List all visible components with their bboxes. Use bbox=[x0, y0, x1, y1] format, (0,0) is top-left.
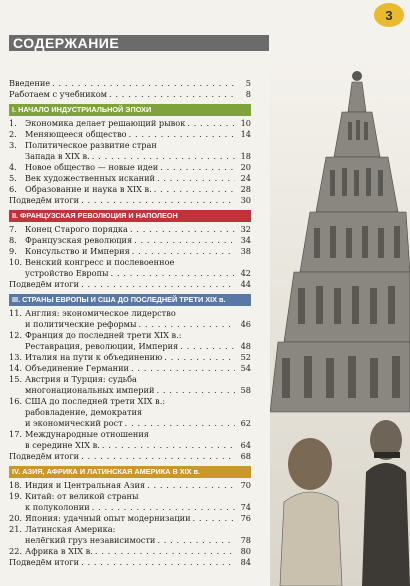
entry-number: 20. bbox=[9, 513, 23, 523]
entry-title: Австрия и Турция: судьба bbox=[25, 374, 137, 384]
leader-dots bbox=[81, 279, 235, 290]
toc-entry bbox=[9, 385, 251, 396]
toc-entry bbox=[9, 224, 251, 235]
entry-page: 46 bbox=[240, 319, 251, 329]
entry-page: 68 bbox=[240, 451, 251, 461]
entry-title: Подведём итоги bbox=[9, 557, 80, 567]
entry-title: Англия: экономическое лидерство bbox=[25, 308, 176, 318]
entry-page: 18 bbox=[240, 151, 251, 161]
entry-title: Консульство и Империя bbox=[25, 246, 130, 256]
toc-entry-line bbox=[9, 396, 251, 407]
entry-page: 42 bbox=[240, 268, 251, 278]
entry-page: 52 bbox=[240, 352, 251, 362]
toc-intro-item bbox=[9, 78, 251, 89]
entry-title: Индия и Центральная Азия bbox=[25, 480, 146, 490]
entry-number: 15. bbox=[9, 374, 23, 384]
page-title: СОДЕРЖАНИЕ bbox=[9, 35, 269, 51]
entry-page: 58 bbox=[240, 385, 251, 395]
entry-title: Новое общество — новые идеи bbox=[25, 162, 159, 172]
entry-title: Венский конгресс и послевоенное bbox=[25, 257, 175, 267]
entry-page: 32 bbox=[240, 224, 251, 234]
entry-title: Работаем с учебником bbox=[9, 89, 107, 99]
entry-number: 14. bbox=[9, 363, 23, 373]
section-header: I. НАЧАЛО ИНДУСТРИАЛЬНОЙ ЭПОХИ bbox=[9, 104, 251, 116]
entry-number: 18. bbox=[9, 480, 23, 490]
entry-page: 14 bbox=[240, 129, 251, 139]
leader-dots bbox=[52, 78, 235, 89]
entry-number: 12. bbox=[9, 330, 23, 340]
toc-entry-line bbox=[9, 429, 251, 440]
section-header: III. СТРАНЫ ЕВРОПЫ И США ДО ПОСЛЕДНЕЙ ТРЕТИ XIX в. bbox=[9, 294, 251, 306]
entry-page: 28 bbox=[240, 184, 251, 194]
leader-dots bbox=[147, 480, 235, 491]
entry-title: и политические реформы bbox=[25, 319, 137, 329]
section-summary bbox=[9, 557, 251, 568]
section-summary bbox=[9, 451, 251, 462]
entry-number: 1. bbox=[9, 118, 17, 128]
leader-dots bbox=[111, 268, 235, 279]
entry-title: Реставрация, революции, Империя bbox=[25, 341, 179, 351]
entry-page: 74 bbox=[240, 502, 251, 512]
entry-title: Образование и наука в XIX в. bbox=[25, 184, 152, 194]
entry-title: Китай: от великой страны bbox=[25, 491, 139, 501]
toc-entry-line bbox=[9, 524, 251, 535]
entry-number: 16. bbox=[9, 396, 23, 406]
leader-dots bbox=[125, 418, 235, 429]
entry-number: 7. bbox=[9, 224, 17, 234]
entry-page: 10 bbox=[240, 118, 251, 128]
toc-entry-line bbox=[9, 140, 251, 151]
leader-dots bbox=[134, 235, 235, 246]
toc-entry bbox=[9, 319, 251, 330]
leader-dots bbox=[139, 319, 235, 330]
entry-title: Введение bbox=[9, 78, 51, 88]
entry-number: 2. bbox=[9, 129, 17, 139]
leader-dots bbox=[92, 151, 235, 162]
toc-entry bbox=[9, 151, 251, 162]
toc-entry bbox=[9, 162, 251, 173]
leader-dots bbox=[164, 352, 235, 363]
entry-title: к полуколонии bbox=[25, 502, 90, 512]
leader-dots bbox=[81, 557, 235, 568]
toc-entry bbox=[9, 184, 251, 195]
entry-page: 48 bbox=[240, 341, 251, 351]
toc-entry-line bbox=[9, 491, 251, 502]
entry-number: 13. bbox=[9, 352, 23, 362]
entry-title: Подведём итоги bbox=[9, 451, 80, 461]
leader-dots bbox=[157, 535, 235, 546]
entry-title: Меняющееся общество bbox=[25, 129, 127, 139]
entry-number: 21. bbox=[9, 524, 23, 534]
entry-title: Политическое развитие стран bbox=[25, 140, 157, 150]
table-of-contents bbox=[9, 78, 251, 568]
entry-page: 76 bbox=[240, 513, 251, 523]
section-summary bbox=[9, 279, 251, 290]
toc-entry bbox=[9, 246, 251, 257]
entry-page: 62 bbox=[240, 418, 251, 428]
entry-number: 3. bbox=[9, 140, 17, 150]
entry-page: 70 bbox=[240, 480, 251, 490]
entry-page: 5 bbox=[245, 78, 251, 88]
leader-dots bbox=[154, 184, 235, 195]
entry-number: 17. bbox=[9, 429, 23, 439]
entry-title: Франция до последней трети XIX в.: bbox=[25, 330, 182, 340]
entry-page: 20 bbox=[240, 162, 251, 172]
entry-number: 4. bbox=[9, 162, 17, 172]
entry-page: 8 bbox=[245, 89, 251, 99]
section-summary bbox=[9, 195, 251, 206]
leader-dots bbox=[102, 440, 235, 451]
entry-title: рабовладение, демократия bbox=[25, 407, 143, 417]
page-number-badge: 3 bbox=[374, 3, 404, 27]
toc-entry bbox=[9, 513, 251, 524]
toc-entry bbox=[9, 535, 251, 546]
entry-number: 9. bbox=[9, 246, 17, 256]
leader-dots bbox=[92, 502, 235, 513]
entry-title: Италия на пути к объединению bbox=[25, 352, 163, 362]
leader-dots bbox=[109, 89, 235, 100]
entry-number: 22. bbox=[9, 546, 23, 556]
section-header: IV. АЗИЯ, АФРИКА И ЛАТИНСКАЯ АМЕРИКА В XIX в. bbox=[9, 466, 251, 478]
toc-entry bbox=[9, 546, 251, 557]
entry-number: 10. bbox=[9, 257, 23, 267]
leader-dots bbox=[132, 246, 235, 257]
leader-dots bbox=[95, 546, 235, 557]
entry-number: 11. bbox=[9, 308, 23, 318]
leader-dots bbox=[81, 451, 235, 462]
entry-page: 34 bbox=[240, 235, 251, 245]
toc-entry bbox=[9, 129, 251, 140]
toc-entry-line bbox=[9, 257, 251, 268]
toc-intro-item bbox=[9, 89, 251, 100]
entry-page: 84 bbox=[240, 557, 251, 567]
leader-dots bbox=[130, 224, 235, 235]
leader-dots bbox=[160, 162, 235, 173]
illustration-social-pyramid bbox=[270, 52, 410, 586]
entry-title: и экономический рост bbox=[25, 418, 123, 428]
entry-title: Африка в XIX в. bbox=[25, 546, 93, 556]
entry-page: 24 bbox=[240, 173, 251, 183]
entry-page: 64 bbox=[240, 440, 251, 450]
toc-entry bbox=[9, 341, 251, 352]
leader-dots bbox=[131, 363, 235, 374]
leader-dots bbox=[180, 341, 235, 352]
entry-title: Экономика делает решающий рывок bbox=[25, 118, 186, 128]
entry-title: Объединение Германии bbox=[25, 363, 129, 373]
entry-number: 8. bbox=[9, 235, 17, 245]
toc-entry bbox=[9, 118, 251, 129]
leader-dots bbox=[193, 513, 235, 524]
entry-title: Международные отношения bbox=[25, 429, 149, 439]
entry-title: Запада в XIX в. bbox=[25, 151, 90, 161]
entry-title: Латинская Америка: bbox=[25, 524, 116, 534]
toc-entry bbox=[9, 440, 251, 451]
toc-entry bbox=[9, 352, 251, 363]
leader-dots bbox=[157, 173, 235, 184]
entry-title: Французская революция bbox=[25, 235, 133, 245]
entry-title: Подведём итоги bbox=[9, 195, 80, 205]
toc-entry-line bbox=[9, 330, 251, 341]
toc-entry-line bbox=[9, 374, 251, 385]
entry-title: Век художественных исканий bbox=[25, 173, 155, 183]
leader-dots bbox=[187, 118, 235, 129]
entry-title: Япония: удачный опыт модернизации bbox=[25, 513, 191, 523]
toc-entry bbox=[9, 235, 251, 246]
entry-page: 30 bbox=[240, 195, 251, 205]
toc-entry bbox=[9, 173, 251, 184]
toc-entry bbox=[9, 418, 251, 429]
leader-dots bbox=[129, 129, 235, 140]
entry-number: 19. bbox=[9, 491, 23, 501]
toc-entry bbox=[9, 480, 251, 491]
leader-dots bbox=[156, 385, 235, 396]
section-header: II. ФРАНЦУЗСКАЯ РЕВОЛЮЦИЯ И НАПОЛЕОН bbox=[9, 210, 251, 222]
entry-page: 54 bbox=[240, 363, 251, 373]
entry-page: 44 bbox=[240, 279, 251, 289]
entry-page: 78 bbox=[240, 535, 251, 545]
toc-entry bbox=[9, 363, 251, 374]
entry-title: в середине XIX в. bbox=[25, 440, 100, 450]
entry-title: США до последней трети XIX в.: bbox=[25, 396, 166, 406]
entry-title: устройство Европы bbox=[25, 268, 109, 278]
entry-number: 5. bbox=[9, 173, 17, 183]
entry-title: Конец Старого порядка bbox=[25, 224, 128, 234]
entry-title: нелёгкий груз независимости bbox=[25, 535, 156, 545]
entry-title: многонациональных империй bbox=[25, 385, 155, 395]
toc-entry bbox=[9, 502, 251, 513]
toc-entry-line bbox=[9, 308, 251, 319]
toc-entry-line bbox=[9, 407, 251, 418]
leader-dots bbox=[81, 195, 235, 206]
entry-number: 6. bbox=[9, 184, 17, 194]
entry-page: 38 bbox=[240, 246, 251, 256]
entry-title: Подведём итоги bbox=[9, 279, 80, 289]
toc-entry bbox=[9, 268, 251, 279]
entry-page: 80 bbox=[240, 546, 251, 556]
